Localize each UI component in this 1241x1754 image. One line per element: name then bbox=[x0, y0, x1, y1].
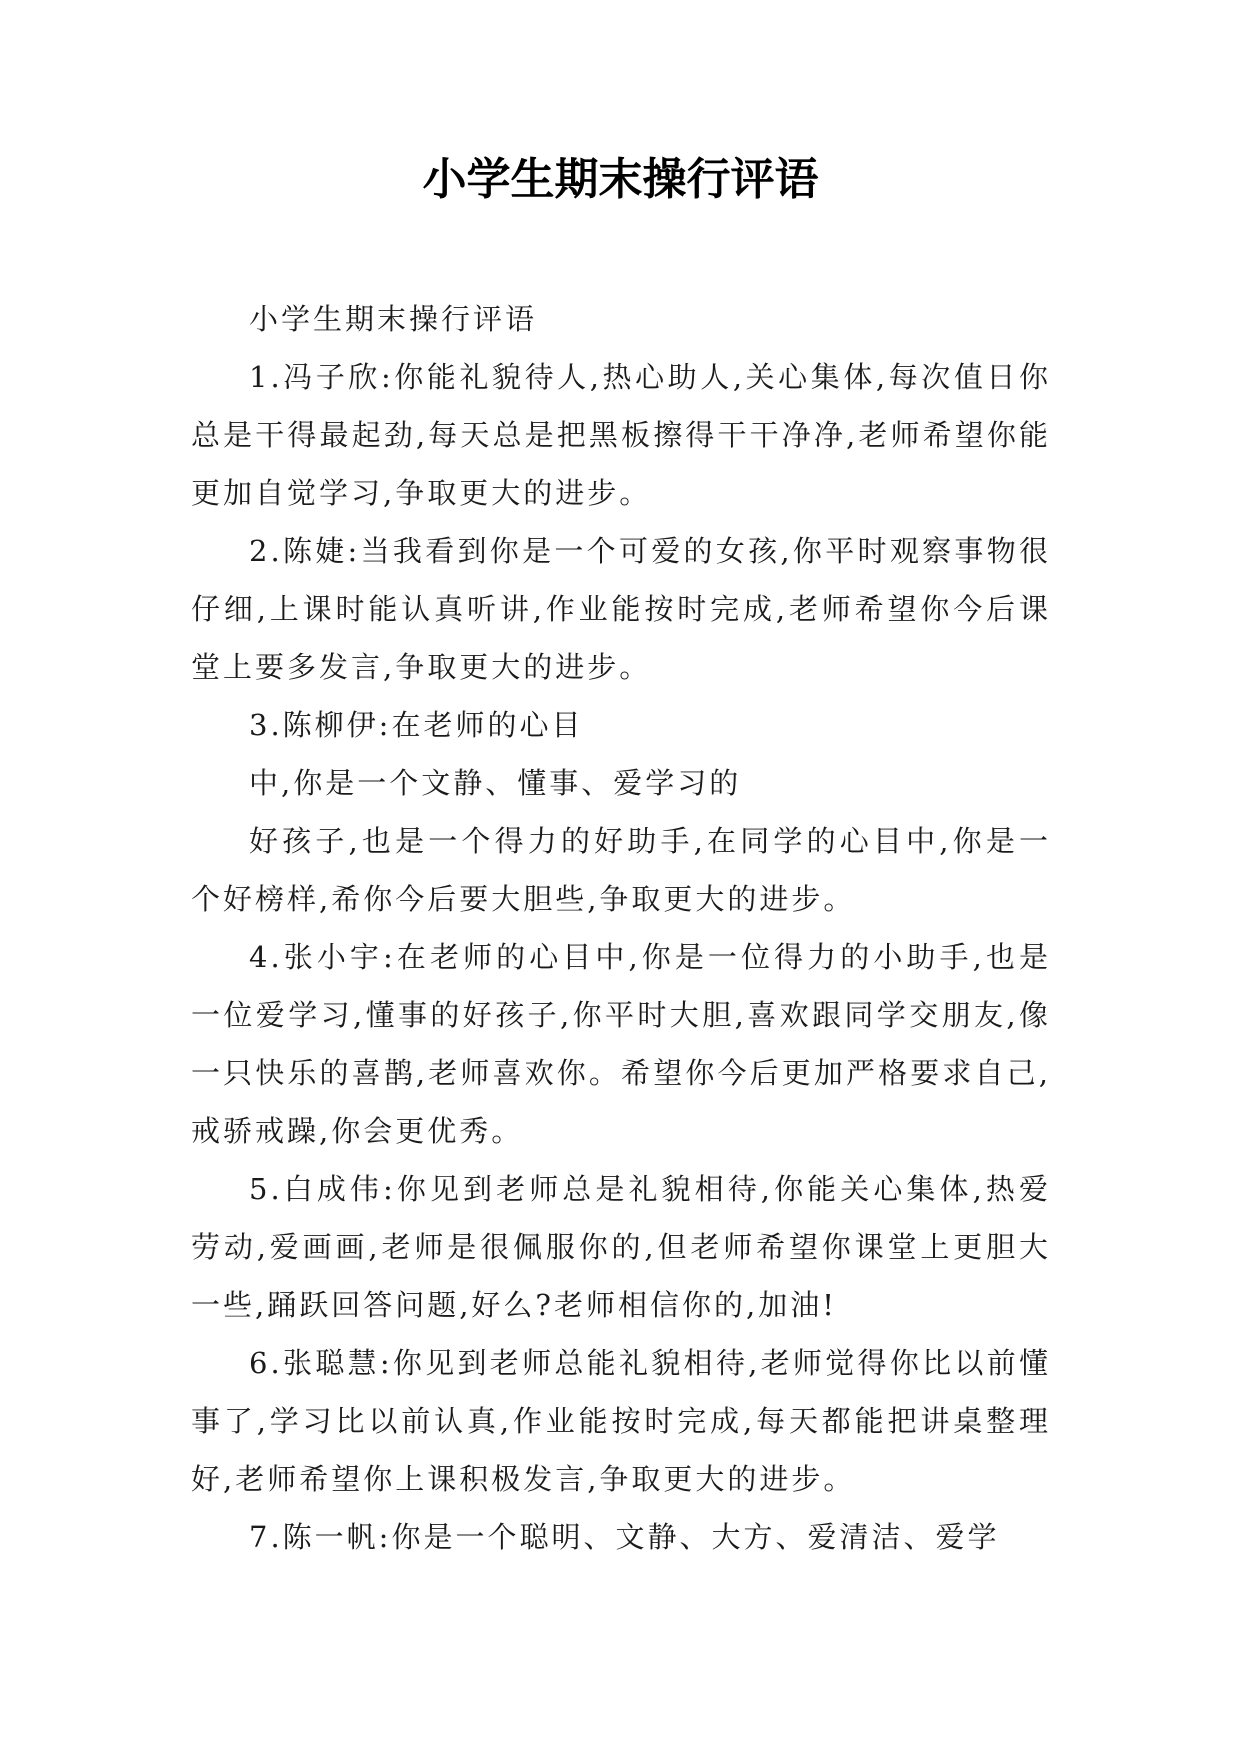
paragraph-heading: 小学生期末操行评语 bbox=[249, 302, 538, 336]
comment-paragraph-3c: 好孩子,也是一个得力的好助手,在同学的心目中,你是一个好榜样,希你今后要大胆些,争取更大的进步。 bbox=[191, 824, 1051, 916]
comment-paragraph-3b: 中,你是一个文静、懂事、爱学习的 bbox=[249, 766, 742, 800]
document-body bbox=[191, 290, 1051, 1566]
document-title: 小学生期末操行评语 bbox=[422, 154, 819, 205]
comment-paragraph-1: 1.冯子欣:你能礼貌待人,热心助人,关心集体,每次值日你总是干得最起劲,每天总是把黑板擦得干干净净,老师希望你能更加自觉学习,争取更大的进步。 bbox=[191, 360, 1051, 510]
comment-paragraph-3a: 3.陈柳伊:在老师的心目 bbox=[249, 708, 584, 742]
comment-paragraph-4: 4.张小宇:在老师的心目中,你是一位得力的小助手,也是一位爱学习,懂事的好孩子,你平时大胆,喜欢跟同学交朋友,像一只快乐的喜鹊,老师喜欢你。希望你今后更加严格要求自己,戒骄戒躁,你会更优秀。 bbox=[191, 940, 1051, 1148]
comment-paragraph-5: 5.白成伟:你见到老师总是礼貌相待,你能关心集体,热爱劳动,爱画画,老师是很佩服你的,但老师希望你课堂上更胆大一些,踊跃回答问题,好么?老师相信你的,加油! bbox=[191, 1172, 1051, 1322]
comment-paragraph-6: 6.张聪慧:你见到老师总能礼貌相待,老师觉得你比以前懂事了,学习比以前认真,作业能按时完成,每天都能把讲桌整理好,老师希望你上课积极发言,争取更大的进步。 bbox=[191, 1346, 1051, 1496]
comment-paragraph-7: 7.陈一帆:你是一个聪明、文静、大方、爱清洁、爱学 bbox=[249, 1520, 1000, 1554]
comment-paragraph-2: 2.陈婕:当我看到你是一个可爱的女孩,你平时观察事物很仔细,上课时能认真听讲,作业能按时完成,老师希望你今后课堂上要多发言,争取更大的进步。 bbox=[191, 534, 1051, 684]
